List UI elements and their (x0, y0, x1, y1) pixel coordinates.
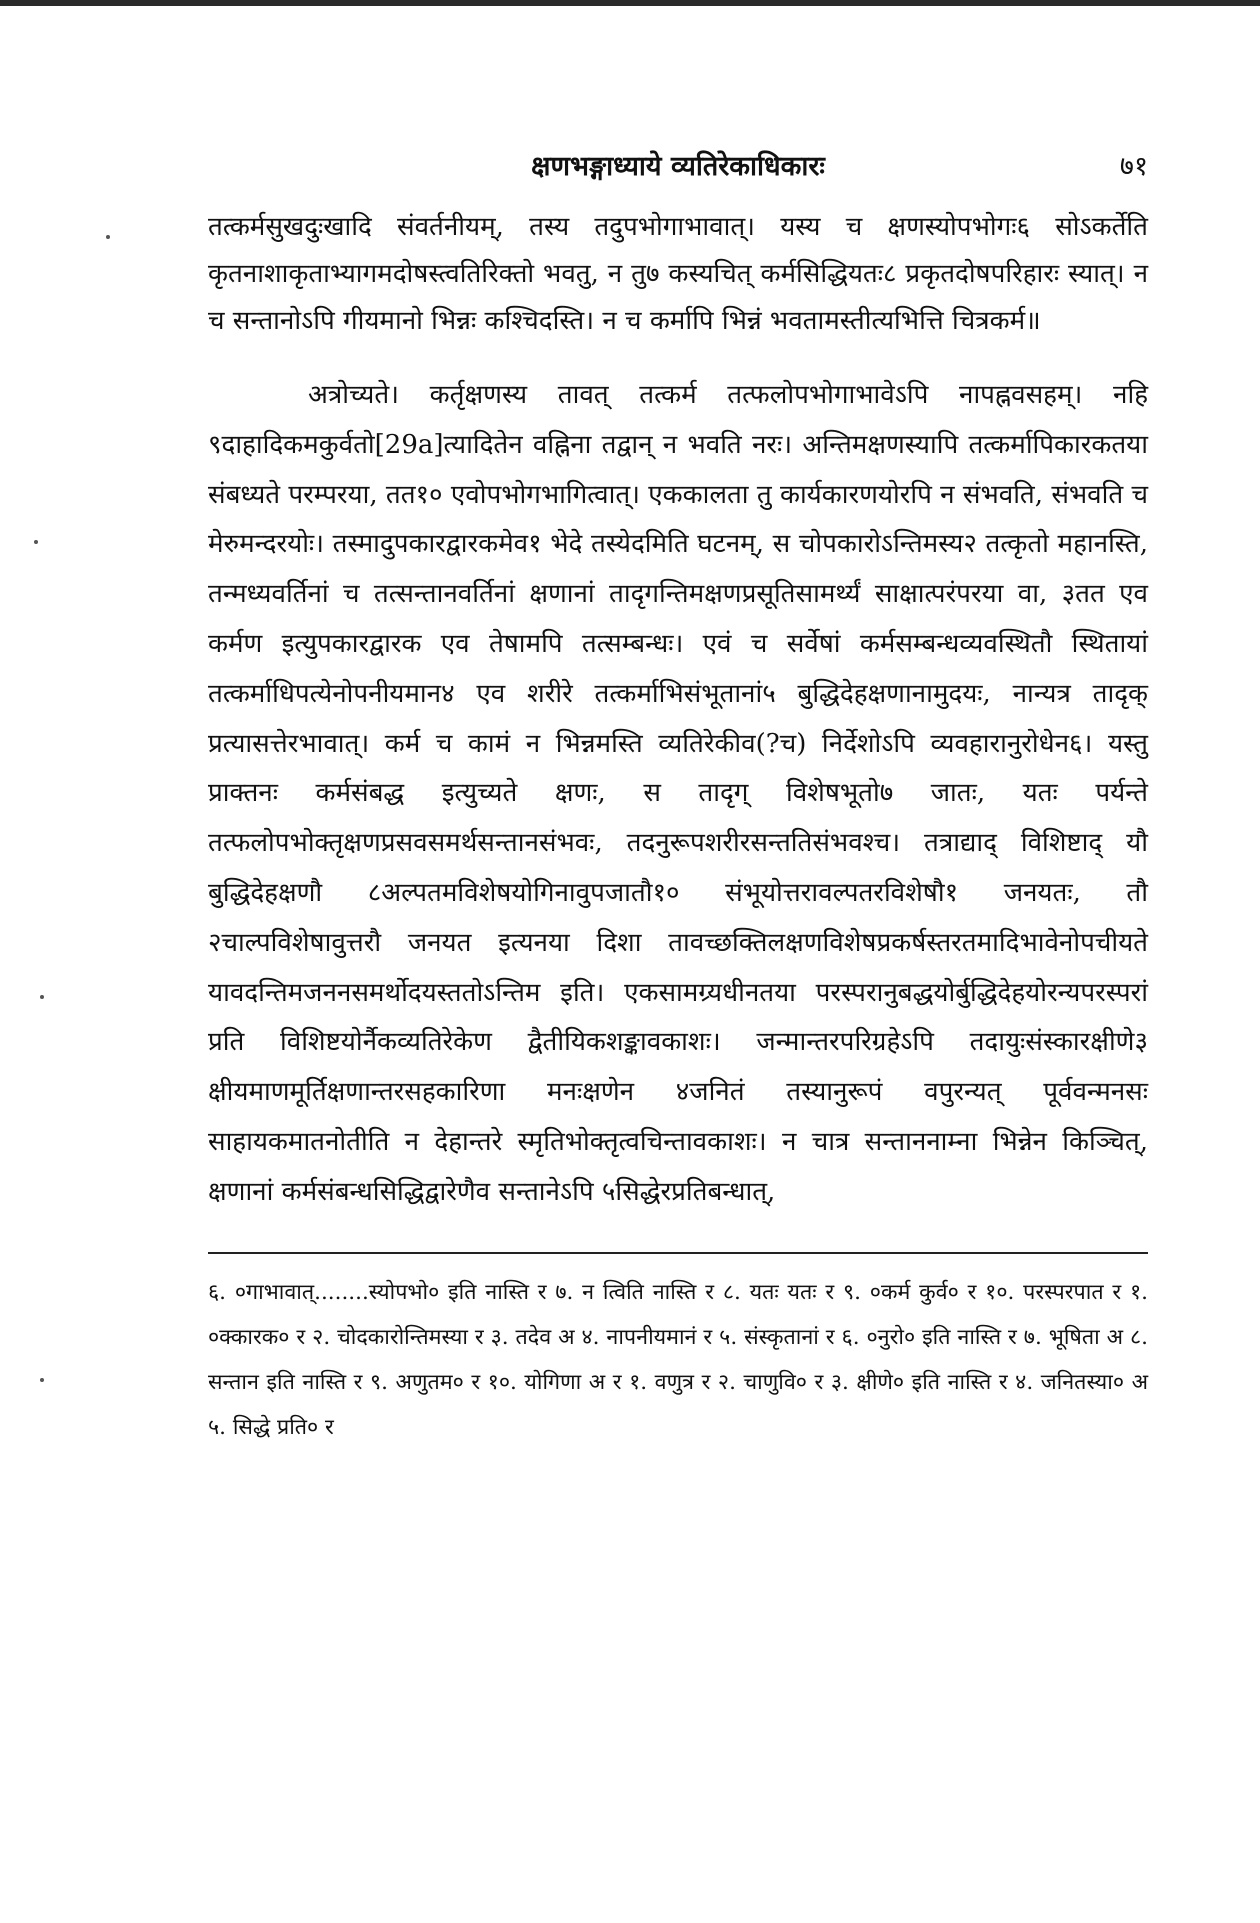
verse-block: तत्कर्मसुखदुःखादि संवर्तनीयम्, तस्य तदुपभोगाभावात्। यस्य च क्षणस्योपभोगः६ सोऽकर्तेति कृतनाशाकृताभ्यागमदोषस्त्वतिरिक्तो भवतु, न तु७ कस्यचित् कर्मसिद्धियतः८ प्रकृतदोषपरिहारः स्यात्। न च सन्तानोऽपि गीयमानो भिन्नः कश्चिदस्ति। न च कर्मापि भिन्नं भवतामस्तीत्यभित्ति चित्रकर्म॥ (208, 212, 1148, 336)
margin-mark (106, 235, 110, 239)
top-scan-border (0, 0, 1260, 6)
page-number: ७१ (1119, 151, 1148, 182)
margin-mark (34, 540, 38, 544)
margin-mark (40, 1378, 44, 1382)
page-header (208, 140, 1148, 184)
book-page (208, 140, 1148, 1450)
footnote-rule (208, 1252, 1148, 1254)
running-head: क्षणभङ्गाध्याये व्यतिरेकाधिकारः (531, 151, 825, 182)
margin-mark (40, 995, 44, 999)
footnotes-block: ६. ०गाभावात्........स्योपभो० इति नास्ति र ७. न त्विति नास्ति र ८. यतः यतः र ९. ०कर्म कुर्व० र १०. परस्परपात र १. ०क्कारक० र २. चोदकारोन्तिमस्या र ३. तदेव अ ४. नापनीयमानं र ५. संस्कृतानां र ६. ०नुरो० इति नास्ति र ७. भूषिता अ ८. सन्तान इति नास्ति र ९. अणुतम० र १०. योगिणा अ र १. वणुत्र र २. चाणुवि० र ३. क्षीणे० इति नास्ति र ४. जनितस्या० अ ५. सिद्धे प्रति० र (208, 1279, 1148, 1440)
commentary-block: अत्रोच्यते। कर्तृक्षणस्य तावत् तत्कर्म तत्फलोपभोगाभावेऽपि नापह्नवसहम्। नहि ९दाहादिकमकुर्वतो[29a]त्यादितेन वह्निना तद्वान् न भवति नरः। अन्तिमक्षणस्यापि तत्कर्मापिकारकतया संबध्यते परम्परया, तत१० एवोपभोगभागित्वात्। एककालता तु कार्यकारणयोरपि न संभवति, संभवति च मेरुमन्दरयोः। तस्मादुपकारद्वारकमेव१ भेदे तस्येदमिति घटनम्, स चोपकारोऽन्तिमस्य२ तत्कृतो महानस्ति, तन्मध्यवर्तिनां च तत्सन्तानवर्तिनां क्षणानां तादृगन्तिमक्षणप्रसूतिसामर्थ्यं साक्षात्परंपरया वा, ३तत एव कर्मण इत्युपकारद्वारक एव तेषामपि तत्सम्बन्धः। एवं च सर्वेषां कर्मसम्बन्धव्यवस्थितौ स्थितायां तत्कर्माधिपत्येनोपनीयमान४ एव शरीरे तत्कर्माभिसंभूतानां५ बुद्धिदेहक्षणानामुदयः, नान्यत्र तादृक् प्रत्यासत्तेरभावात्। कर्म च कामं न भिन्नमस्ति व्यतिरेकीव(?च) निर्देशोऽपि व्यवहारानुरोधेन६। यस्तु प्राक्तनः कर्मसंबद्ध इत्युच्यते क्षणः, स तादृग् विशेषभूतो७ जातः, यतः पर्यन्ते तत्फलोपभोक्तृक्षणप्रसवसमर्थसन्तानसंभवः, तदनुरूपशरीरसन्ततिसंभवश्च। तत्राद्याद् विशिष्टाद् यौ बुद्धिदेहक्षणौ ८अल्पतमविशेषयोगिनावुपजातौ१० संभूयोत्तरावल्पतरविशेषौ१ जनयतः, तौ २चाल्पविशेषावुत्तरौ जनयत इत्यनया दिशा तावच्छक्तिलक्षणविशेषप्रकर्षस्तरतमादिभावेनोपचीयते यावदन्तिमजननसमर्थोदयस्ततोऽन्तिम इति। एकसामग्र्यधीनतया परस्परानुबद्धयोर्बुद्धिदेहयोरन्यपरस्परां प्रति विशिष्टयोर्नैकव्यतिरेकेण द्वैतीयिकशङ्कावकाशः। जन्मान्तरपरिग्रहेऽपि तदायुःसंस्कारक्षीणे३ क्षीयमाणमूर्तिक्षणान्तरसहकारिणा मनःक्षणेन ४जनितं तस्यानुरूपं वपुरन्यत् पूर्ववन्मनसः साहायकमातनोतीति न देहान्तरे स्मृतिभोक्तृत्वचिन्तावकाशः। न चात्र सन्ताननाम्ना भिन्नेन किञ्चित्, क्षणानां कर्मसंबन्धसिद्धिद्वारेणैव सन्तानेऽपि ५सिद्धेरप्रतिबन्धात्, (208, 380, 1148, 1207)
